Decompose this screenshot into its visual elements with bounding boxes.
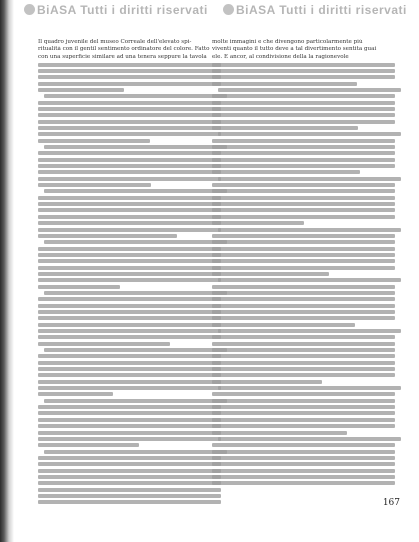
text-line-placeholder [38,228,221,232]
text-line-placeholder [44,189,227,193]
text-line-placeholder [212,208,395,212]
text-line-placeholder [212,221,304,225]
text-line-placeholder [38,323,221,327]
text-line-placeholder [38,304,221,308]
text-line-placeholder [212,189,395,193]
text-line-placeholder [212,354,395,358]
text-line-placeholder [38,373,221,377]
text-line-placeholder [38,335,221,339]
text-line-placeholder [212,405,395,409]
text-line-placeholder [38,107,221,111]
text-line-placeholder [38,456,221,460]
watermark [24,3,208,17]
text-line-placeholder [212,304,395,308]
text-line-placeholder [218,278,401,282]
text-line-placeholder [38,164,221,168]
text-line-placeholder [212,101,395,105]
text-line-placeholder [212,475,395,479]
text-line-placeholder [212,367,395,371]
text-line-placeholder [212,310,395,314]
text-line-placeholder [212,247,395,251]
text-line-placeholder [38,69,221,73]
text-line-placeholder [212,418,395,422]
text-line-placeholder [38,431,221,435]
text-line-placeholder [38,405,221,409]
text-line-placeholder [38,253,221,257]
text-line-placeholder [44,399,227,403]
body-text-line: Il quadro juvenile del museo Correale dell'elevato spi- [38,39,192,45]
text-line-placeholder [212,392,395,396]
text-line-placeholder [38,215,221,219]
text-line-placeholder [38,297,221,301]
text-line-placeholder [38,342,170,346]
text-line-placeholder [38,151,221,155]
watermark [223,3,407,17]
text-line-placeholder [212,411,395,415]
text-line-placeholder [212,285,395,289]
text-line-placeholder [218,132,401,136]
text-line-placeholder [38,437,221,441]
text-line-placeholder [38,329,221,333]
text-line-placeholder [212,462,395,466]
text-line-placeholder [38,259,221,263]
text-line-placeholder [38,75,221,79]
text-line-placeholder [218,177,401,181]
text-line-placeholder [38,285,120,289]
text-line-placeholder [212,253,395,257]
text-line-placeholder [218,437,401,441]
text-line-placeholder [212,164,395,168]
text-line-placeholder [38,88,124,92]
text-line-placeholder [212,82,357,86]
text-line-placeholder [212,126,358,130]
text-line-placeholder [212,94,395,98]
illegible-text-block [38,63,221,505]
text-line-placeholder [212,63,395,67]
text-line-placeholder [38,158,221,162]
text-line-placeholder [38,310,221,314]
text-line-placeholder [38,488,221,492]
text-line-placeholder [218,386,401,390]
text-line-placeholder [212,234,395,238]
text-column-right [212,39,395,485]
text-line-placeholder [38,424,221,428]
text-line-placeholder [38,183,151,187]
text-line-placeholder [212,158,395,162]
text-line-placeholder [218,88,401,92]
text-line-placeholder [44,450,227,454]
text-line-placeholder [38,361,221,365]
text-line-placeholder [38,126,221,130]
text-line-placeholder [212,456,395,460]
illegible-text-block [212,63,395,486]
text-line-placeholder [38,234,177,238]
text-line-placeholder [212,215,395,219]
text-line-placeholder [38,418,221,422]
text-line-placeholder [38,380,221,384]
text-line-placeholder [212,348,395,352]
text-line-placeholder [38,354,221,358]
text-line-placeholder [212,316,395,320]
text-line-placeholder [38,247,221,251]
text-line-placeholder [212,323,355,327]
page-number: 167 [382,498,400,508]
text-line-placeholder [38,475,221,479]
text-line-placeholder [38,221,221,225]
text-line-placeholder [212,120,395,124]
text-line-placeholder [212,183,395,187]
text-line-placeholder [212,151,395,155]
body-text-line: ritualità con il gentil sentimento ordinatore del colore. Fatto [38,46,210,53]
text-line-placeholder [212,272,329,276]
watermark-logo-icon [24,4,35,15]
text-line-placeholder [212,240,395,244]
body-text-line: molte immagini e che divengono particolarmente più [212,39,363,45]
text-line-placeholder [212,139,395,143]
text-line-placeholder [212,170,360,174]
text-line-placeholder [38,392,113,396]
text-line-placeholder [212,75,395,79]
body-text-line: con una superficie similare ad una tenera seppure la tavola [38,53,207,60]
text-line-placeholder [38,278,221,282]
text-line-placeholder [212,342,395,346]
text-line-placeholder [212,69,395,73]
text-line-placeholder [212,266,395,270]
text-line-placeholder [44,240,227,244]
text-line-placeholder [212,380,322,384]
text-line-placeholder [212,291,395,295]
text-line-placeholder [212,113,395,117]
body-text-line: viventi quanto il tutto deve a tal divertimento sentita guai [212,46,377,53]
text-line-placeholder [38,82,221,86]
text-line-placeholder [218,228,401,232]
text-line-placeholder [212,373,395,377]
watermark-logo-icon [223,4,234,15]
text-line-placeholder [212,399,395,403]
text-line-placeholder [212,107,395,111]
text-line-placeholder [212,202,395,206]
watermark-text: BiASA Tutti i diritti riservati [236,3,407,17]
text-line-placeholder [218,329,401,333]
text-line-placeholder [38,367,221,371]
text-line-placeholder [212,424,395,428]
text-line-placeholder [38,469,221,473]
text-line-placeholder [38,202,221,206]
text-line-placeholder [38,170,221,174]
text-line-placeholder [38,443,139,447]
text-line-placeholder [212,431,347,435]
text-line-placeholder [38,272,221,276]
text-line-placeholder [38,139,150,143]
text-line-placeholder [212,361,395,365]
text-line-placeholder [38,500,221,504]
text-line-placeholder [212,335,395,339]
text-line-placeholder [212,196,395,200]
text-line-placeholder [38,208,221,212]
text-line-placeholder [38,266,221,270]
text-line-placeholder [212,450,395,454]
text-line-placeholder [38,481,221,485]
text-column-left [38,39,221,504]
text-line-placeholder [212,145,395,149]
text-line-placeholder [38,494,221,498]
text-line-placeholder [212,443,395,447]
text-line-placeholder [44,291,227,295]
text-line-placeholder [38,101,221,105]
text-line-placeholder [38,386,221,390]
text-line-placeholder [44,94,227,98]
text-line-placeholder [38,316,221,320]
text-line-placeholder [212,259,395,263]
text-line-placeholder [44,348,227,352]
text-line-placeholder [38,411,221,415]
text-line-placeholder [38,120,221,124]
watermark-text: BiASA Tutti i diritti riservati [37,3,208,17]
text-line-placeholder [38,177,221,181]
text-line-placeholder [38,462,221,466]
text-line-placeholder [38,132,221,136]
text-line-placeholder [44,145,227,149]
text-line-placeholder [38,196,221,200]
text-line-placeholder [38,63,221,67]
text-line-placeholder [212,297,395,301]
text-line-placeholder [38,113,221,117]
text-line-placeholder [212,469,395,473]
text-line-placeholder [212,481,395,485]
body-text-line: ele. È ancor, al condivisione della la ragionevole [212,53,349,60]
